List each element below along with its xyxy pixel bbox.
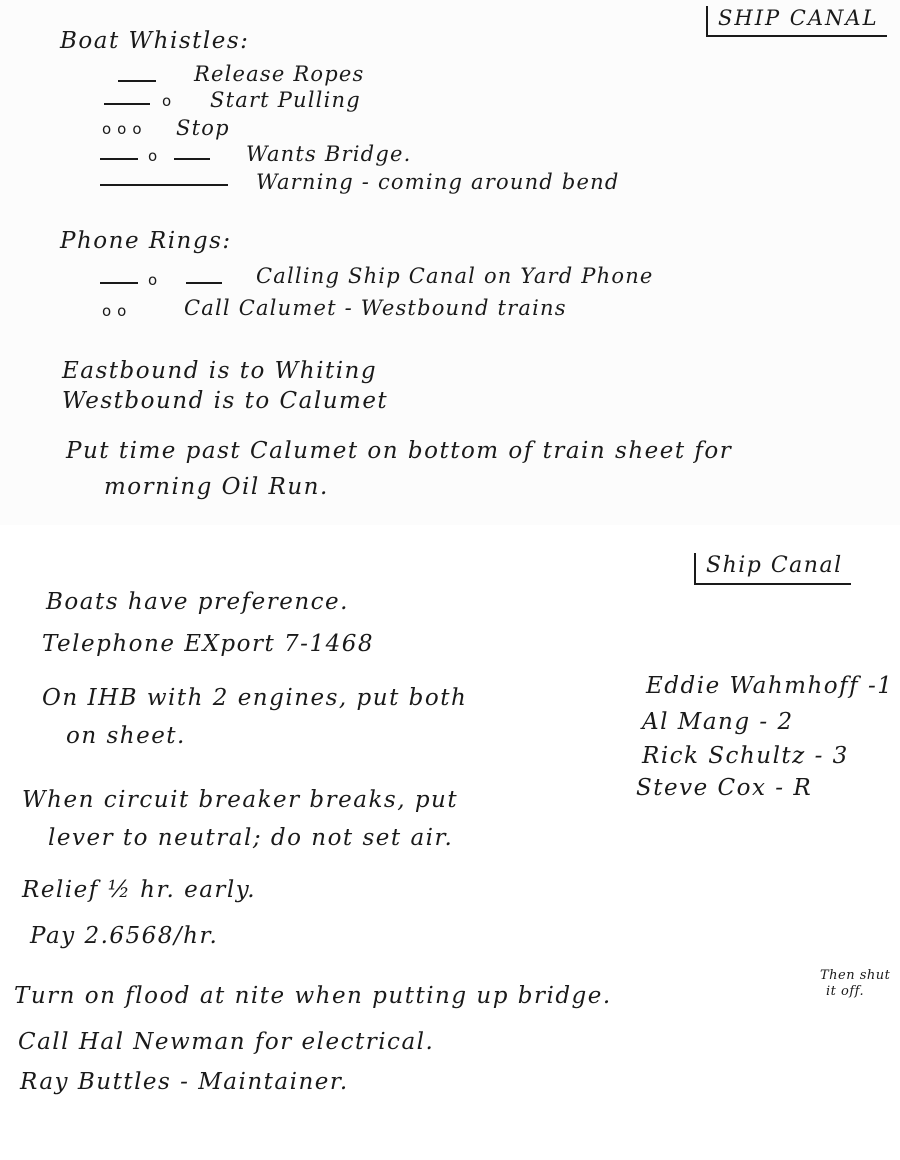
note-line: lever to neutral; do not set air.: [48, 825, 454, 851]
signal-dot: o: [162, 92, 178, 110]
note-line: When circuit breaker breaks, put: [22, 787, 459, 813]
crew-member: Eddie Wahmhoff -1: [646, 673, 894, 699]
train-sheet-note-line1: Put time past Calumet on bottom of train sheet for: [66, 438, 733, 464]
pay-rate: Pay 2.6568/hr.: [30, 923, 219, 949]
ship-canal-tag: [706, 6, 887, 37]
eastbound-note: Eastbound is to Whiting: [62, 358, 378, 384]
whistle-meaning: Release Ropes: [194, 62, 365, 86]
signal-dot: o: [148, 271, 164, 289]
whistle-meaning: Stop: [176, 116, 230, 140]
ring-meaning: Call Calumet - Westbound trains: [184, 296, 567, 320]
note-line: Ray Buttles - Maintainer.: [20, 1069, 349, 1095]
signal-dash: [186, 282, 222, 284]
whistle-meaning: Wants Bridge.: [246, 142, 412, 166]
signal-dash: [174, 158, 210, 160]
crew-member: Al Mang - 2: [642, 709, 794, 735]
notes-page-2: [0, 525, 900, 1160]
telephone-number: Telephone EXport 7-1468: [42, 631, 374, 657]
signal-dots: ooo: [102, 120, 148, 138]
whistle-meaning: Warning - coming around bend: [256, 170, 620, 194]
signal-dash: [100, 158, 138, 160]
note-line: on sheet.: [66, 723, 186, 749]
note-line: On IHB with 2 engines, put both: [42, 685, 468, 711]
signal-dots: oo: [102, 302, 133, 320]
ship-canal-tag-2: [694, 553, 851, 585]
ship-canal-tag-2-label: Ship Canal: [706, 553, 843, 578]
ring-meaning: Calling Ship Canal on Yard Phone: [256, 264, 654, 288]
note-line: Call Hal Newman for electrical.: [18, 1029, 435, 1055]
signal-dot: o: [148, 147, 164, 165]
train-sheet-note-line2: morning Oil Run.: [104, 474, 329, 500]
crew-member: Rick Schultz - 3: [642, 743, 849, 769]
margin-note-2: it off.: [826, 984, 865, 999]
ship-canal-tag-label: SHIP CANAL: [718, 6, 879, 30]
margin-note-1: Then shut: [820, 968, 891, 983]
crew-member: Steve Cox - R: [636, 775, 813, 801]
note-line: Relief ½ hr. early.: [22, 877, 257, 903]
signal-long-dash: [100, 184, 228, 186]
note-line: Turn on flood at nite when putting up bridge.: [14, 983, 612, 1009]
signal-dash: [104, 103, 150, 105]
whistle-meaning: Start Pulling: [210, 88, 361, 112]
boat-whistles-title: Boat Whistles:: [60, 28, 250, 54]
westbound-note: Westbound is to Calumet: [62, 388, 389, 414]
signal-dash: [100, 282, 138, 284]
note-line: Boats have preference.: [46, 589, 349, 615]
signal-dash: [118, 80, 156, 82]
phone-rings-title: Phone Rings:: [60, 228, 232, 254]
notes-page-1: [0, 0, 900, 525]
